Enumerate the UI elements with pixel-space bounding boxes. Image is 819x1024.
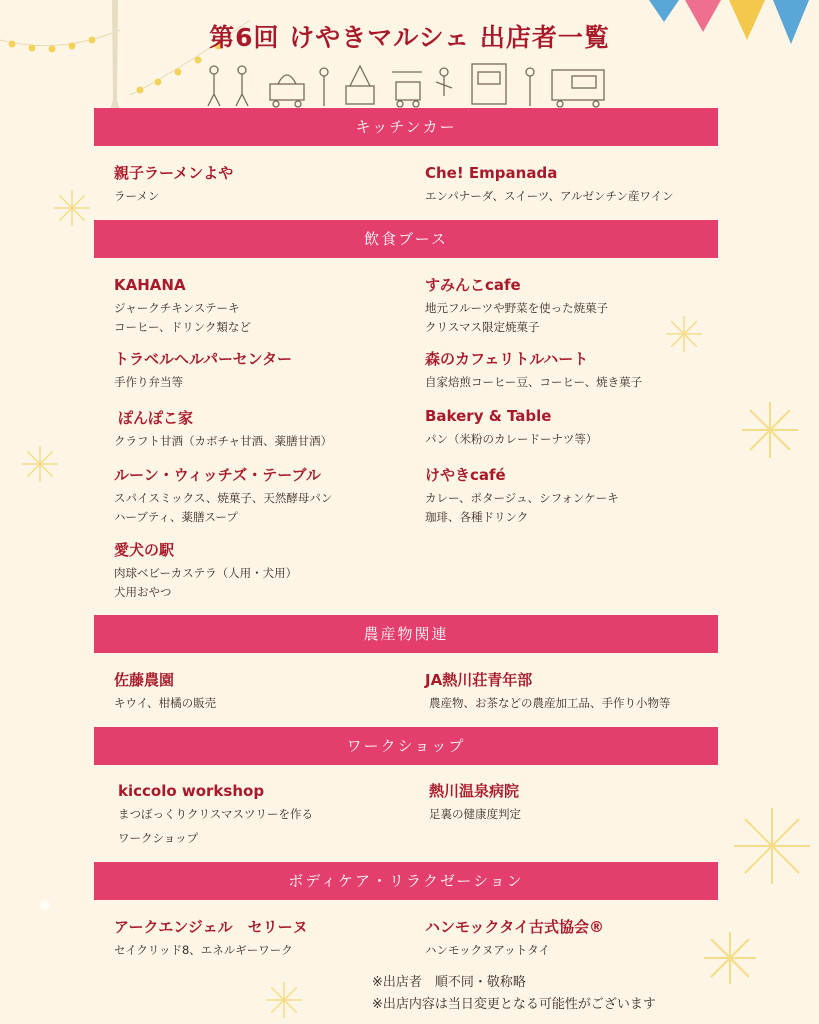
- vendor-description: 足裏の健康度判定: [429, 807, 521, 821]
- vendor-description: エンパナーダ、スイーツ、アルゼンチン産ワイン: [425, 189, 674, 203]
- vendor-name: kiccolo workshop: [118, 782, 265, 800]
- firework-decoration: [740, 400, 800, 460]
- vendor-description: スパイスミックス、焼菓子、天然酵母パン: [114, 491, 333, 505]
- vendor-description: 肉球ベビーカステラ（人用・犬用）: [114, 566, 298, 580]
- section-header-body-care: ボディケア・リラクゼーション: [94, 862, 718, 900]
- vendor-item: [425, 275, 745, 337]
- section-header-food-booth: 飲食ブース: [94, 220, 718, 258]
- vendor-name: 熱川温泉病院: [429, 782, 520, 800]
- vendor-item: [425, 917, 745, 960]
- footnote: ※出店者 順不同・敬称略: [372, 975, 526, 990]
- vendor-name: ハンモックタイ古式協会®: [425, 918, 604, 936]
- vendor-item: [425, 406, 745, 449]
- vendor-name: トラベルヘルパーセンター: [114, 350, 293, 368]
- vendor-item: [114, 465, 434, 527]
- vendor-description: セイクリッド8、エネルギーワーク: [114, 943, 293, 957]
- vendor-item: [114, 540, 434, 602]
- vendor-description: まつぼっくりクリスマスツリーを作る: [118, 807, 314, 821]
- firework-decoration: [264, 980, 304, 1020]
- vendor-name: KAHANA: [114, 276, 186, 294]
- vendor-item: [118, 781, 438, 848]
- firework-decoration: [20, 444, 60, 484]
- vendor-name: 愛犬の駅: [114, 541, 175, 559]
- vendor-description: クラフト甘酒（カボチャ甘酒、薬膳甘酒）: [114, 434, 333, 448]
- vendor-description: 犬用おやつ: [114, 585, 172, 599]
- vendor-name: 森のカフェリトルハート: [425, 350, 589, 368]
- section-header-agriculture: 農産物関連: [94, 615, 718, 653]
- firework-decoration: [52, 188, 92, 228]
- vendor-name: アークエンジェル セリーヌ: [114, 918, 308, 936]
- vendor-description: カレー、ポタージュ、シフォンケーキ: [425, 491, 619, 505]
- vendor-description: キウイ、柑橘の販売: [114, 696, 217, 710]
- market-stalls-illustration: [200, 60, 610, 108]
- vendor-item: [429, 781, 749, 824]
- vendor-item: [425, 465, 745, 527]
- section-header-kitchen-car: キッチンカー: [94, 108, 718, 146]
- vendor-name: JA熱川荘青年部: [425, 671, 533, 689]
- vendor-description: 手作り弁当等: [114, 375, 183, 389]
- vendor-item: [425, 163, 745, 206]
- vendor-name: けやきcafé: [425, 466, 506, 484]
- vendor-name: 佐藤農園: [114, 671, 175, 689]
- section-header-workshop: ワークショップ: [94, 727, 718, 765]
- vendor-description: 地元フルーツや野菜を使った焼菓子: [425, 301, 609, 315]
- vendor-description: コーヒー、ドリンク類など: [114, 320, 251, 334]
- vendor-description: クリスマス限定焼菓子: [425, 320, 540, 334]
- vendor-name: Che! Empanada: [425, 164, 558, 182]
- vendor-item: [425, 349, 745, 392]
- vendor-item: [114, 275, 434, 337]
- vendor-item: [114, 670, 434, 713]
- vendor-description: ジャークチキンステーキ: [114, 301, 240, 315]
- vendor-name: ルーン・ウィッチズ・テーブル: [114, 466, 321, 484]
- vendor-description: ワークショップ: [118, 831, 199, 845]
- footnotes: [372, 972, 656, 1016]
- vendor-item: [114, 408, 438, 451]
- footnote: ※出店内容は当日変更となる可能性がございます: [372, 997, 656, 1012]
- vendor-description: 自家焙煎コーヒー豆、コーヒー、焼き菓子: [425, 375, 643, 389]
- vendor-description: 農産物、お茶などの農産加工品、手作り小物等: [429, 696, 671, 710]
- vendor-item: [425, 670, 745, 713]
- sparkle-decoration: [40, 900, 50, 910]
- vendor-description: ハーブティ、薬膳スープ: [114, 510, 238, 524]
- vendor-description: 珈琲、各種ドリンク: [425, 510, 529, 524]
- vendor-description: ラーメン: [114, 189, 160, 203]
- page-title: 第6回 けやきマルシェ 出店者一覧: [209, 23, 610, 52]
- vendor-name: 親子ラーメンよや: [114, 164, 234, 182]
- vendor-name: すみんこcafe: [425, 276, 521, 294]
- vendor-description: ハンモックヌアットタイ: [425, 943, 550, 957]
- vendor-name: Bakery & Table: [425, 407, 552, 425]
- vendor-description: パン（米粉のカレードーナツ等）: [425, 432, 598, 446]
- vendor-name: ぽんぽこ家: [118, 409, 194, 427]
- vendor-item: [114, 163, 434, 206]
- vendor-item: [114, 917, 434, 960]
- vendor-item: [114, 349, 434, 392]
